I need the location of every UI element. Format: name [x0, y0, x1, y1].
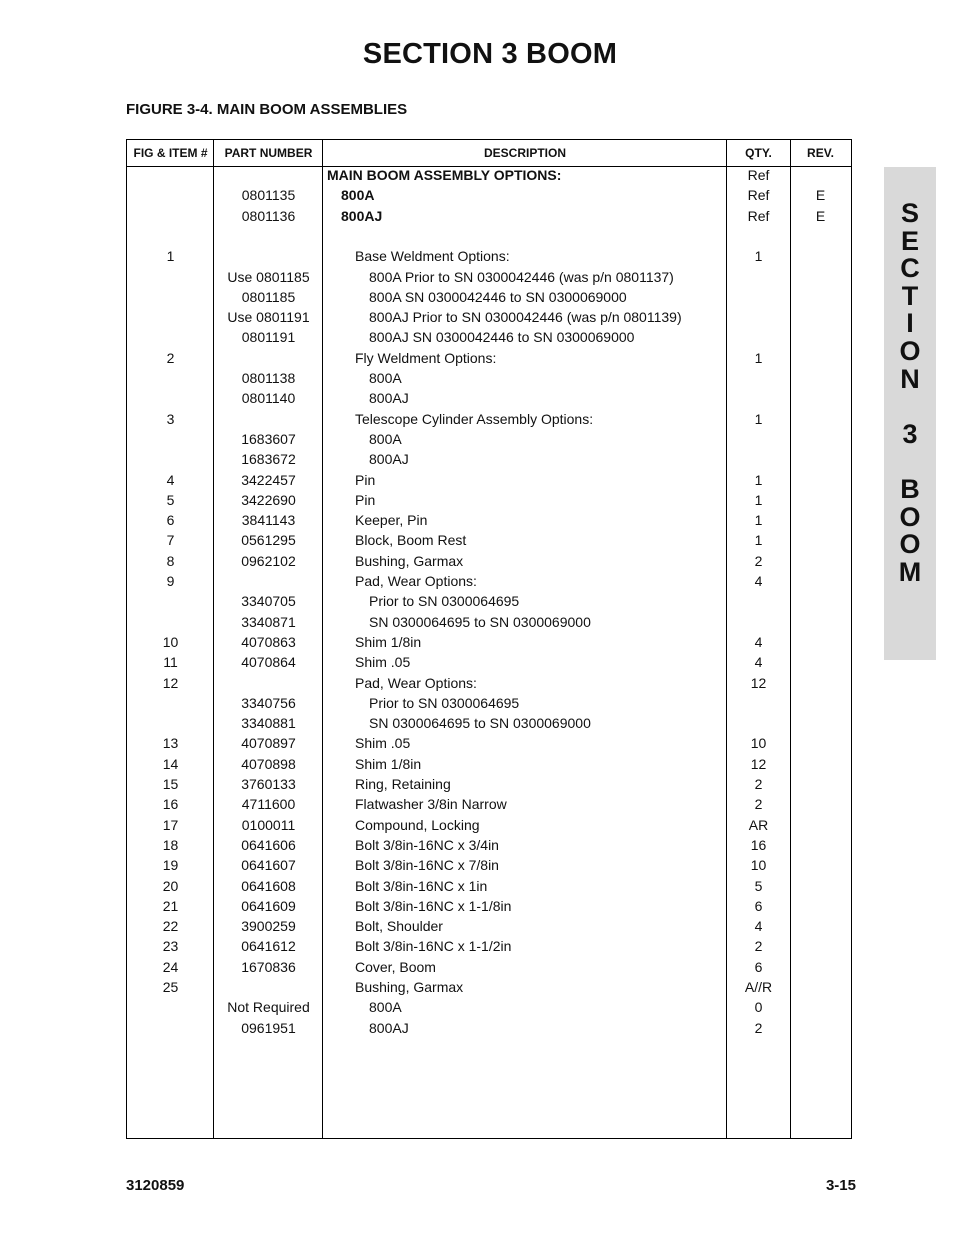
part-number: 0801140 — [241, 390, 296, 407]
quantity: 4 — [754, 573, 763, 589]
item-number: 14 — [162, 755, 179, 772]
part-number: 3422690 — [241, 491, 296, 508]
table-row — [127, 491, 851, 511]
description: Shim 1/8in — [355, 755, 422, 772]
description: Cover, Boom — [355, 958, 436, 975]
description: Pin — [355, 491, 376, 508]
description: Flatwasher 3/8in Narrow — [355, 796, 507, 813]
part-number: 1683672 — [241, 451, 296, 468]
header-fig-item: FIG & ITEM # — [133, 146, 208, 160]
table-row — [127, 247, 851, 267]
item-number: 12 — [162, 674, 179, 691]
quantity: 10 — [750, 735, 767, 752]
description: Bolt 3/8in-16NC x 3/4in — [355, 836, 499, 853]
quantity: 1 — [754, 410, 763, 427]
quantity: AR — [748, 816, 769, 833]
part-number: 3841143 — [241, 512, 296, 529]
item-number: 2 — [166, 349, 175, 366]
table-row — [127, 511, 851, 531]
table-row — [127, 592, 851, 612]
item-number: 18 — [162, 836, 179, 853]
item-number: 11 — [163, 654, 178, 671]
description: 800A — [341, 187, 375, 204]
item-number: 3 — [166, 410, 175, 427]
description: Prior to SN 0300064695 — [369, 694, 520, 711]
figure-title: FIGURE 3-4. MAIN BOOM ASSEMBLIES — [126, 101, 408, 118]
header-description: DESCRIPTION — [483, 146, 566, 160]
description: Bushing, Garmax — [355, 979, 464, 995]
table-row — [127, 349, 851, 369]
item-number: 16 — [162, 796, 179, 813]
quantity: 0 — [754, 999, 763, 1016]
quantity: 12 — [750, 674, 767, 691]
part-number: 4711600 — [241, 796, 296, 813]
description: SN 0300064695 to SN 0300069000 — [369, 613, 591, 630]
revision: E — [815, 207, 826, 224]
part-number: 0801136 — [241, 207, 296, 224]
table-row — [127, 714, 851, 734]
table-row — [127, 268, 851, 288]
table-row — [127, 856, 851, 876]
description: Pad, Wear Options: — [355, 674, 477, 691]
item-number: 8 — [166, 552, 175, 569]
item-number: 4 — [166, 471, 175, 488]
parts-table — [126, 139, 852, 1139]
part-number: 0961951 — [241, 1019, 296, 1036]
item-number: 24 — [162, 958, 179, 975]
part-number: 0100011 — [241, 816, 296, 833]
quantity: 16 — [750, 836, 767, 853]
part-number: 0801138 — [241, 370, 296, 386]
part-number: 3340756 — [241, 694, 296, 711]
item-number: 13 — [162, 735, 179, 752]
part-number: 0962102 — [241, 552, 296, 569]
table-row — [127, 775, 851, 795]
description: 800A SN 0300042446 to SN 0300069000 — [369, 288, 627, 305]
revision: E — [815, 187, 826, 204]
part-number: 0801191 — [241, 329, 296, 346]
table-row — [127, 227, 851, 247]
item-number: 23 — [162, 938, 179, 955]
quantity: 1 — [754, 248, 763, 265]
description: 800A Prior to SN 0300042446 (was p/n 0801137) — [369, 268, 674, 285]
item-number: 20 — [162, 877, 179, 894]
table-row — [127, 633, 851, 653]
part-number: 0801185 — [241, 288, 296, 305]
description: 800AJ — [369, 1019, 409, 1036]
table-row — [127, 755, 851, 775]
table-row — [127, 186, 851, 206]
description: SN 0300064695 to SN 0300069000 — [369, 715, 591, 732]
part-number: Use 0801185 — [227, 268, 310, 285]
table-row — [127, 674, 851, 694]
table-row — [127, 897, 851, 917]
table-row — [127, 613, 851, 633]
table-row — [127, 389, 851, 409]
quantity: 2 — [754, 938, 763, 955]
description: Shim .05 — [355, 654, 411, 671]
description: Pin — [355, 471, 376, 488]
description: Bolt 3/8in-16NC x 1-1/2in — [355, 938, 512, 955]
header-rev: REV. — [807, 146, 834, 160]
quantity: 2 — [754, 552, 763, 569]
item-number: 17 — [162, 816, 179, 833]
description: Base Weldment Options: — [355, 248, 510, 265]
item-number: 15 — [162, 776, 179, 792]
quantity: 10 — [750, 857, 767, 874]
table-row — [127, 958, 851, 978]
quantity: 1 — [754, 532, 763, 549]
table-row — [127, 552, 851, 572]
part-number: 0641607 — [241, 857, 296, 874]
item-number: 5 — [166, 491, 175, 508]
quantity: 12 — [750, 755, 767, 772]
item-number: 9 — [166, 573, 175, 589]
description: 800AJ — [369, 390, 409, 407]
item-number: 6 — [166, 512, 175, 529]
table-row — [127, 877, 851, 897]
quantity: 4 — [754, 633, 763, 650]
description: Shim .05 — [355, 735, 411, 752]
part-number: 0801135 — [241, 187, 296, 204]
table-row — [127, 166, 851, 186]
table-row — [127, 450, 851, 470]
description: Bushing, Garmax — [355, 552, 464, 569]
quantity: 4 — [754, 654, 763, 671]
table-header — [127, 140, 851, 167]
part-number: 3340871 — [241, 613, 296, 630]
description: Telescope Cylinder Assembly Options: — [355, 410, 594, 427]
description: 800A — [369, 430, 402, 447]
table-row — [127, 369, 851, 389]
header-qty: QTY. — [745, 146, 772, 160]
quantity: 6 — [754, 958, 763, 975]
part-number: 4070897 — [241, 735, 296, 752]
part-number: 4070898 — [241, 755, 296, 772]
description: Block, Boom Rest — [355, 532, 467, 549]
description: 800AJ Prior to SN 0300042446 (was p/n 0801139) — [369, 309, 682, 326]
quantity: Ref — [747, 167, 770, 183]
table-row — [127, 998, 851, 1018]
table-row — [127, 430, 851, 450]
description: Compound, Locking — [355, 816, 480, 833]
item-number: 1 — [166, 248, 175, 265]
table-row — [127, 288, 851, 308]
description: Bolt 3/8in-16NC x 1-1/8in — [355, 897, 512, 914]
table-row — [127, 795, 851, 815]
table-row — [127, 572, 851, 592]
quantity: A//R — [744, 979, 773, 995]
part-number: 3340881 — [241, 715, 296, 732]
item-number: 21 — [162, 897, 179, 914]
item-number: 19 — [162, 857, 179, 874]
quantity: 2 — [754, 1019, 763, 1036]
description: Keeper, Pin — [355, 512, 428, 529]
header-part-number: PART NUMBER — [224, 146, 313, 160]
description: Ring, Retaining — [355, 776, 451, 792]
table-row — [127, 531, 851, 551]
quantity: 1 — [754, 471, 763, 488]
part-number: 0641606 — [241, 836, 296, 853]
description: 800A — [369, 999, 402, 1016]
table-row — [127, 410, 851, 430]
part-number: 3900259 — [241, 918, 296, 935]
part-number: 0561295 — [241, 532, 296, 549]
table-row — [127, 734, 851, 754]
table-row — [127, 308, 851, 328]
description: 800AJ — [369, 451, 409, 468]
part-number: 4070864 — [241, 654, 296, 671]
quantity: 1 — [754, 512, 763, 529]
part-number: 3340705 — [241, 593, 296, 610]
part-number: 0641609 — [241, 897, 296, 914]
description: MAIN BOOM ASSEMBLY OPTIONS: — [327, 167, 562, 183]
section-title: SECTION 3 BOOM — [362, 38, 618, 70]
quantity: 1 — [754, 349, 763, 366]
description: Fly Weldment Options: — [355, 349, 497, 366]
description: 800A — [369, 370, 402, 386]
part-number: 0641612 — [241, 938, 296, 955]
item-number: 10 — [162, 633, 179, 650]
table-row — [127, 836, 851, 856]
item-number: 7 — [166, 532, 175, 549]
description: Pad, Wear Options: — [355, 573, 477, 589]
quantity: Ref — [747, 187, 770, 204]
table-row — [127, 653, 851, 673]
quantity: 2 — [754, 776, 763, 792]
description: Bolt 3/8in-16NC x 1in — [355, 877, 488, 894]
quantity: 5 — [754, 877, 763, 894]
part-number: 4070863 — [241, 633, 296, 650]
table-row — [127, 937, 851, 957]
table-row — [127, 1019, 851, 1039]
table-row — [127, 471, 851, 491]
part-number: 3760133 — [241, 776, 296, 792]
quantity: 4 — [754, 918, 763, 935]
table-row — [127, 328, 851, 348]
table-row — [127, 816, 851, 836]
quantity: Ref — [747, 207, 770, 224]
table-row — [127, 694, 851, 714]
description: Shim 1/8in — [355, 633, 422, 650]
part-number: Use 0801191 — [227, 309, 310, 326]
description: 800AJ — [341, 207, 383, 224]
quantity: 1 — [754, 491, 763, 508]
description: Prior to SN 0300064695 — [369, 593, 520, 610]
part-number: 0641608 — [241, 877, 296, 894]
item-number: 25 — [162, 979, 179, 995]
part-number: Not Required — [227, 999, 310, 1016]
quantity: 2 — [754, 796, 763, 813]
description: 800AJ SN 0300042446 to SN 0300069000 — [369, 329, 635, 346]
table-row — [127, 207, 851, 227]
table-row — [127, 978, 851, 998]
document-number: 3120859 — [126, 1177, 185, 1194]
quantity: 6 — [754, 897, 763, 914]
section-side-tab — [884, 167, 936, 660]
item-number: 22 — [162, 918, 179, 935]
side-tab-label: S E C T I O N 3 B O O M — [898, 198, 922, 587]
table-row — [127, 917, 851, 937]
part-number: 3422457 — [241, 471, 296, 488]
part-number: 1683607 — [241, 430, 296, 447]
page-number: 3-15 — [825, 1177, 856, 1194]
description: Bolt, Shoulder — [355, 918, 443, 935]
part-number: 1670836 — [241, 958, 296, 975]
description: Bolt 3/8in-16NC x 7/8in — [355, 857, 499, 874]
